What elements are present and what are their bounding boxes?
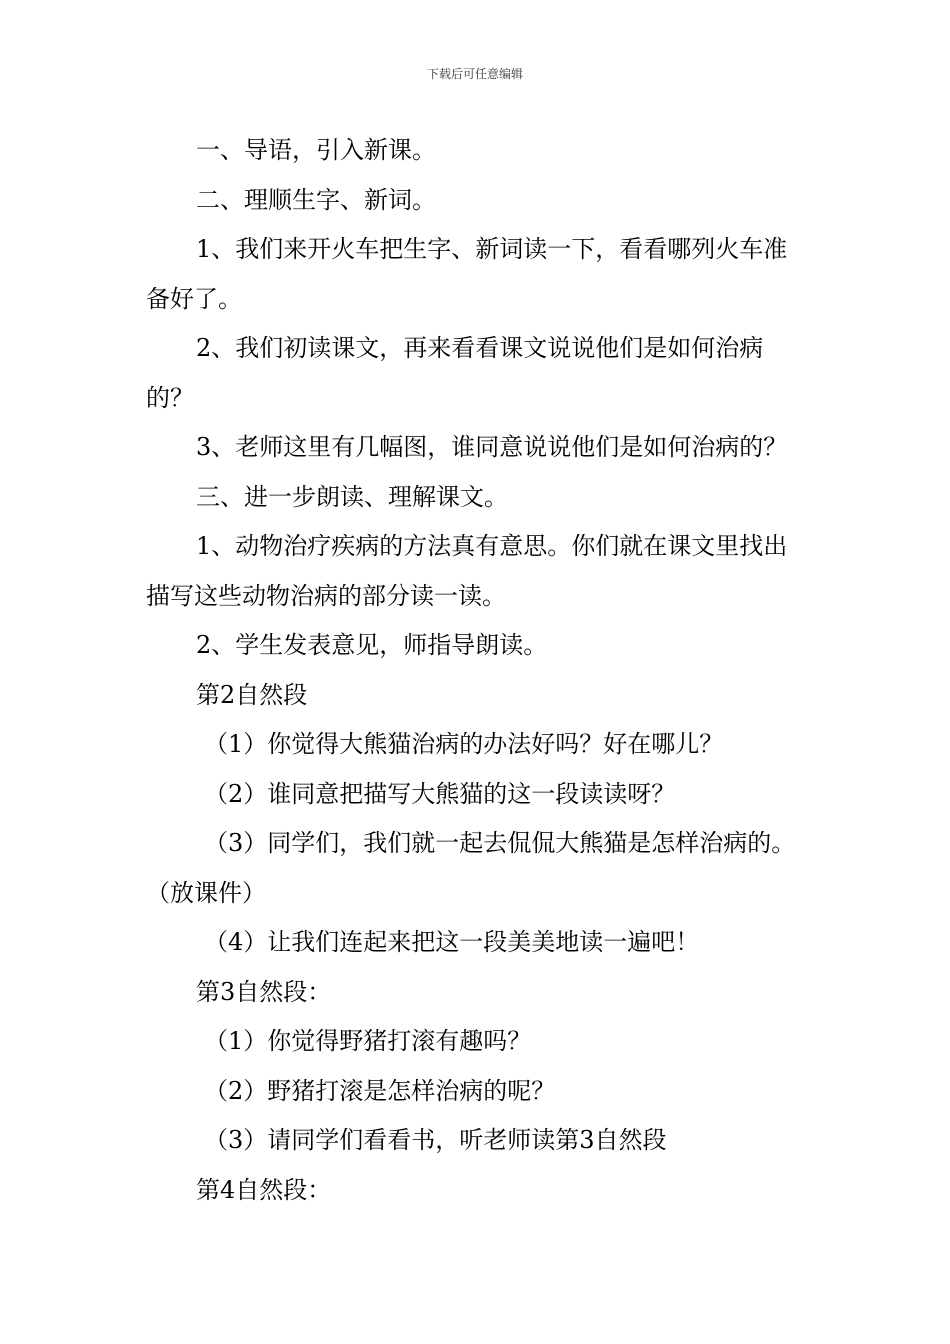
paragraph: （1）你觉得野猪打滚有趣吗？ (204, 1027, 532, 1055)
document-body (146, 126, 810, 1215)
paragraph: 一、导语，引入新课。 (196, 136, 436, 164)
paragraph: （3）同学们，我们就一起去侃侃大熊猫是怎样治病的。 (204, 829, 796, 857)
paragraph: 2、学生发表意见，师指导朗读。 (196, 631, 548, 659)
paragraph: 3、老师这里有几幅图，谁同意说说他们是如何治病的？ (196, 433, 788, 461)
page-header: 下载后可任意编辑 (426, 67, 523, 81)
paragraph: 第3自然段： (196, 977, 332, 1006)
paragraph: （4）让我们连起来把这一段美美地读一遍吧！ (204, 928, 700, 956)
paragraph: （放课件） (146, 878, 266, 907)
paragraph: （1）你觉得大熊猫治病的办法好吗？好在哪儿？ (204, 730, 724, 758)
paragraph: 第2自然段 (196, 680, 308, 709)
paragraph: 二、理顺生字、新词。 (196, 185, 436, 214)
paragraph: 第4自然段： (196, 1175, 332, 1204)
paragraph: （2）野猪打滚是怎样治病的呢？ (204, 1076, 556, 1105)
paragraph: 1、动物治疗疾病的方法真有意思。你们就在课文里找出描写这些动物治病的部分读一读。 (146, 532, 788, 610)
paragraph: （3）请同学们看看书，听老师读第3自然段 (204, 1126, 667, 1154)
paragraph: 1、我们来开火车把生字、新词读一下，看看哪列火车准备好了。 (146, 235, 788, 313)
paragraph: 三、进一步朗读、理解课文。 (196, 482, 508, 511)
paragraph: （2）谁同意把描写大熊猫的这一段读读呀？ (204, 779, 676, 808)
paragraph: 2、我们初读课文，再来看看课文说说他们是如何治病的？ (146, 334, 764, 412)
